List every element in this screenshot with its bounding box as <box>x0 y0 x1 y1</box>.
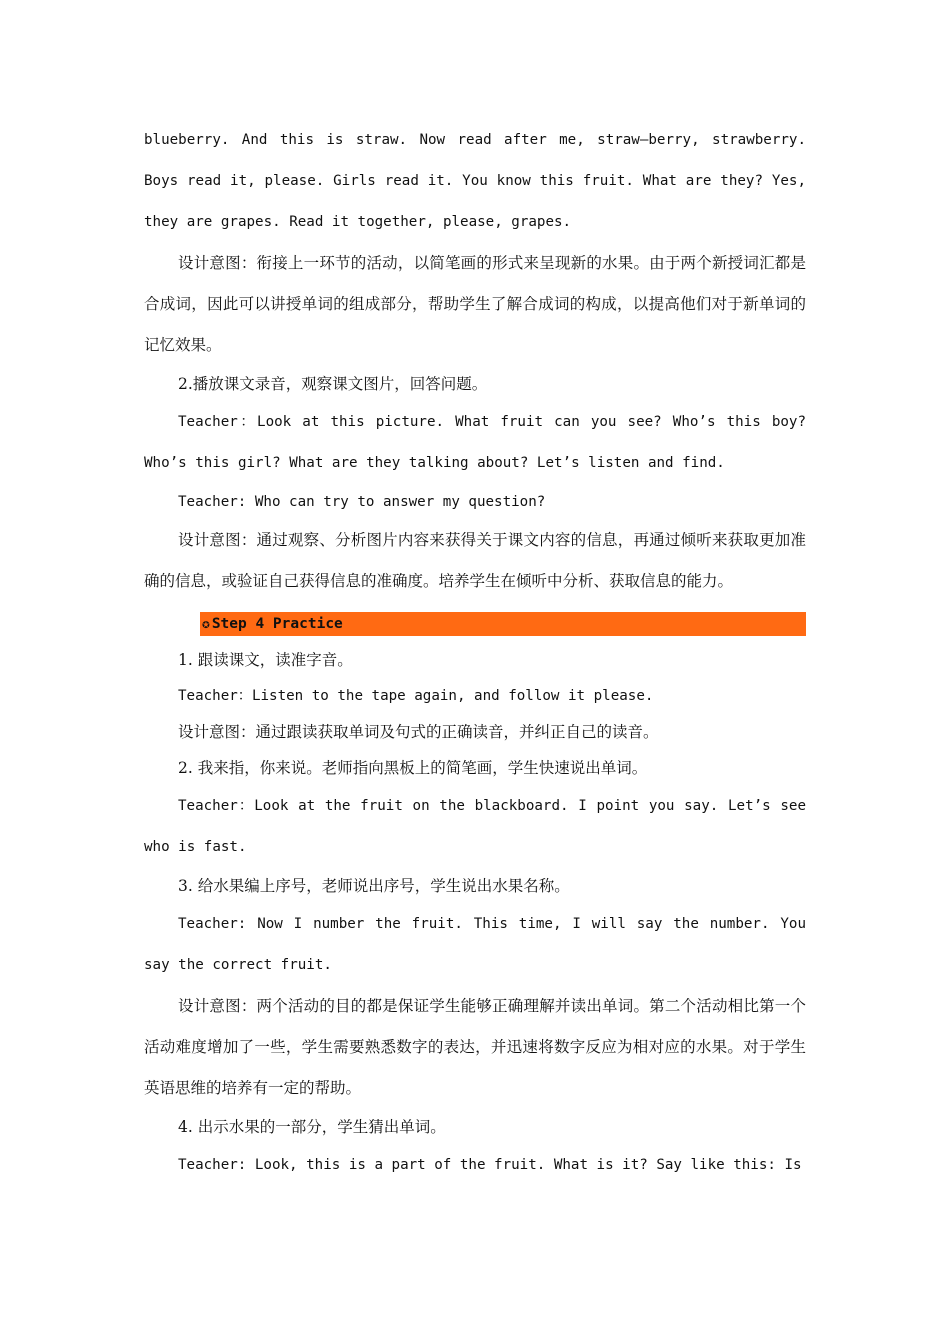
practice-item-2: 2. 我来指，你来说。老师指向黑板上的简笔画，学生快速说出单词。 <box>178 759 648 777</box>
section-heading-label: Step 4 Practice <box>211 616 343 632</box>
step-item-2-listen: 2.播放课文录音，观察课文图片，回答问题。 <box>178 375 488 393</box>
teacher-line-blackboard: Teacher：Look at the fruit on the blackboard. I point you say. Let’s see who is fast. <box>144 798 806 855</box>
teacher-line-tape: Teacher：Listen to the tape again, and follow it please. <box>178 688 654 704</box>
paragraph-blueberry: blueberry. And this is straw. Now read after me, straw—berry, strawberry. Boys read it, please. Girls read it. You know this fruit. What are they? Yes, they are grapes. Read it together, please, grapes. <box>144 132 806 230</box>
design-intent-3: 设计意图：通过跟读获取单词及句式的正确读音，并纠正自己的读音。 <box>178 723 659 741</box>
practice-item-1: 1. 跟读课文，读准字音。 <box>178 651 353 669</box>
teacher-line-part: Teacher: Look, this is a part of the fruit. What is it? Say like this: Is <box>178 1157 802 1173</box>
practice-item-3: 3. 给水果编上序号，老师说出序号，学生说出水果名称。 <box>178 877 570 895</box>
design-intent-1: 设计意图：衔接上一环节的活动，以简笔画的形式来呈现新的水果。由于两个新授词汇都是合成词，因此可以讲授单词的组成部分，帮助学生了解合成词的构成，以提高他们对于新单词的记忆效果。 <box>144 254 806 354</box>
practice-item-4: 4. 出示水果的一部分，学生猜出单词。 <box>178 1118 446 1136</box>
section-heading-step4 <box>200 612 806 636</box>
teacher-line-number: Teacher: Now I number the fruit. This time, I will say the number. You say the correct fruit. <box>144 916 806 973</box>
star-bullet-icon: ✪ <box>202 617 210 632</box>
design-intent-4: 设计意图：两个活动的目的都是保证学生能够正确理解并读出单词。第二个活动相比第一个活动难度增加了一些，学生需要熟悉数字的表达，并迅速将数字反应为相对应的水果。对于学生英语思维的培养有一定的帮助。 <box>144 997 806 1097</box>
teacher-line-picture: Teacher：Look at this picture. What fruit can you see? Who’s this boy? Who’s this girl? What are they talking about? Let’s listen and find. <box>144 414 806 471</box>
design-intent-2: 设计意图：通过观察、分析图片内容来获得关于课文内容的信息，再通过倾听来获取更加准确的信息，或验证自己获得信息的准确度。培养学生在倾听中分析、获取信息的能力。 <box>144 531 806 590</box>
teacher-line-question: Teacher: Who can try to answer my question? <box>178 494 546 510</box>
document-page <box>144 120 806 1186</box>
